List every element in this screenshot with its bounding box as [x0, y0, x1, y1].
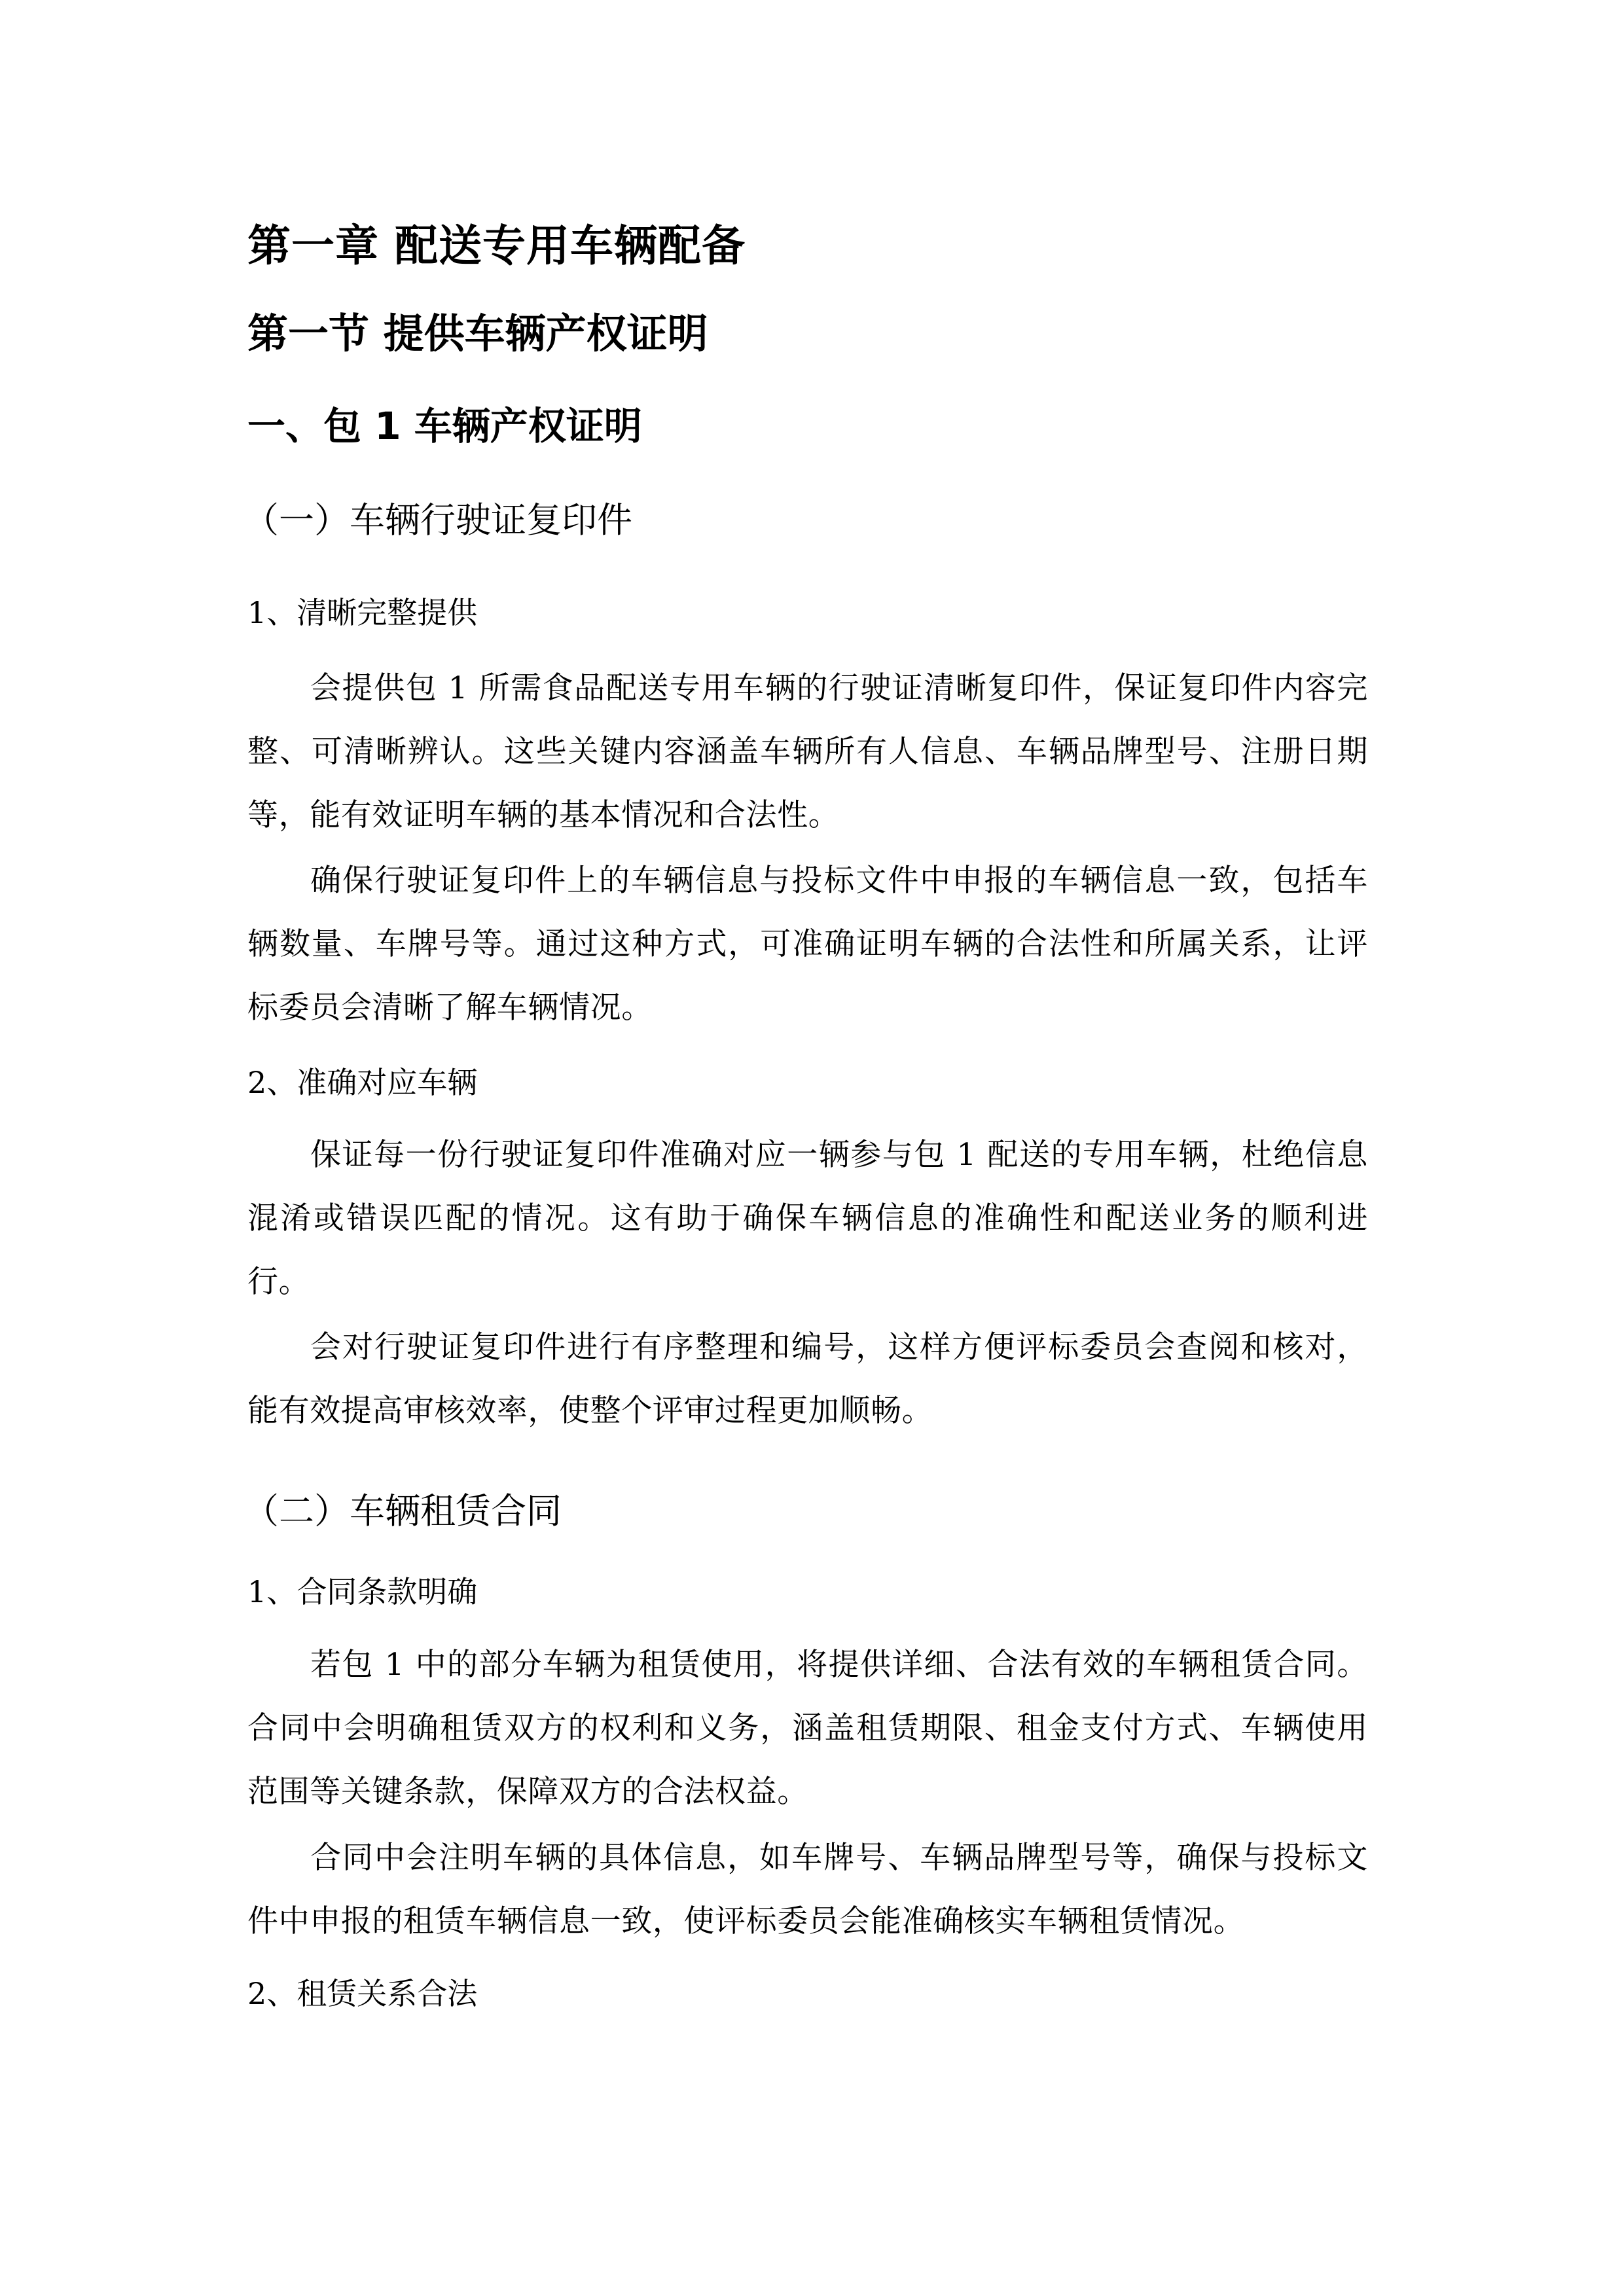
subsection-title: 一、包 1 车辆产权证明 — [247, 404, 642, 448]
paragraph-1-1-2: 确保行驶证复印件上的车辆信息与投标文件中申报的车辆信息一致，包括车辆数量、车牌号等。通过这种方式，可准确证明车辆的合法性和所属关系，让评标委员会清晰了解车辆情况。 — [247, 863, 1368, 1026]
paragraph-2-1-2: 合同中会注明车辆的具体信息，如车牌号、车辆品牌型号等，确保与投标文件中申报的租赁车辆信息一致，使评标委员会能准确核实车辆租赁情况。 — [247, 1840, 1368, 1939]
paragraph-1-1-1: 会提供包 1 所需食品配送专用车辆的行驶证清晰复印件，保证复印件内容完整、可清晰辨认。这些关键内容涵盖车辆所有人信息、车辆品牌型号、注册日期等，能有效证明车辆的基本情况和合法性。 — [247, 670, 1368, 833]
paragraph-1-2-2: 会对行驶证复印件进行有序整理和编号，这样方便评标委员会查阅和核对，能有效提高审核效率，使整个评审过程更加顺畅。 — [247, 1329, 1368, 1429]
part-heading-2: （二）车辆租赁合同 — [244, 1490, 562, 1532]
part-heading-1: （一）车辆行驶证复印件 — [244, 499, 632, 541]
section-title: 第一节 提供车辆产权证明 — [247, 310, 708, 357]
chapter-title: 第一章 配送专用车辆配备 — [247, 221, 746, 271]
item-heading-1-1: 1、清晰完整提供 — [247, 595, 478, 630]
item-heading-2-2: 2、租赁关系合法 — [247, 1976, 478, 2011]
item-heading-2-1: 1、合同条款明确 — [247, 1574, 478, 1609]
item-heading-1-2: 2、准确对应车辆 — [247, 1065, 478, 1100]
paragraph-1-2-1: 保证每一份行驶证复印件准确对应一辆参与包 1 配送的专用车辆，杜绝信息混淆或错误匹配的情况。这有助于确保车辆信息的准确性和配送业务的顺利进行。 — [247, 1137, 1368, 1300]
paragraph-2-1-1: 若包 1 中的部分车辆为租赁使用，将提供详细、合法有效的车辆租赁合同。合同中会明确租赁双方的权利和义务，涵盖租赁期限、租金支付方式、车辆使用范围等关键条款，保障双方的合法权益。 — [247, 1647, 1368, 1810]
